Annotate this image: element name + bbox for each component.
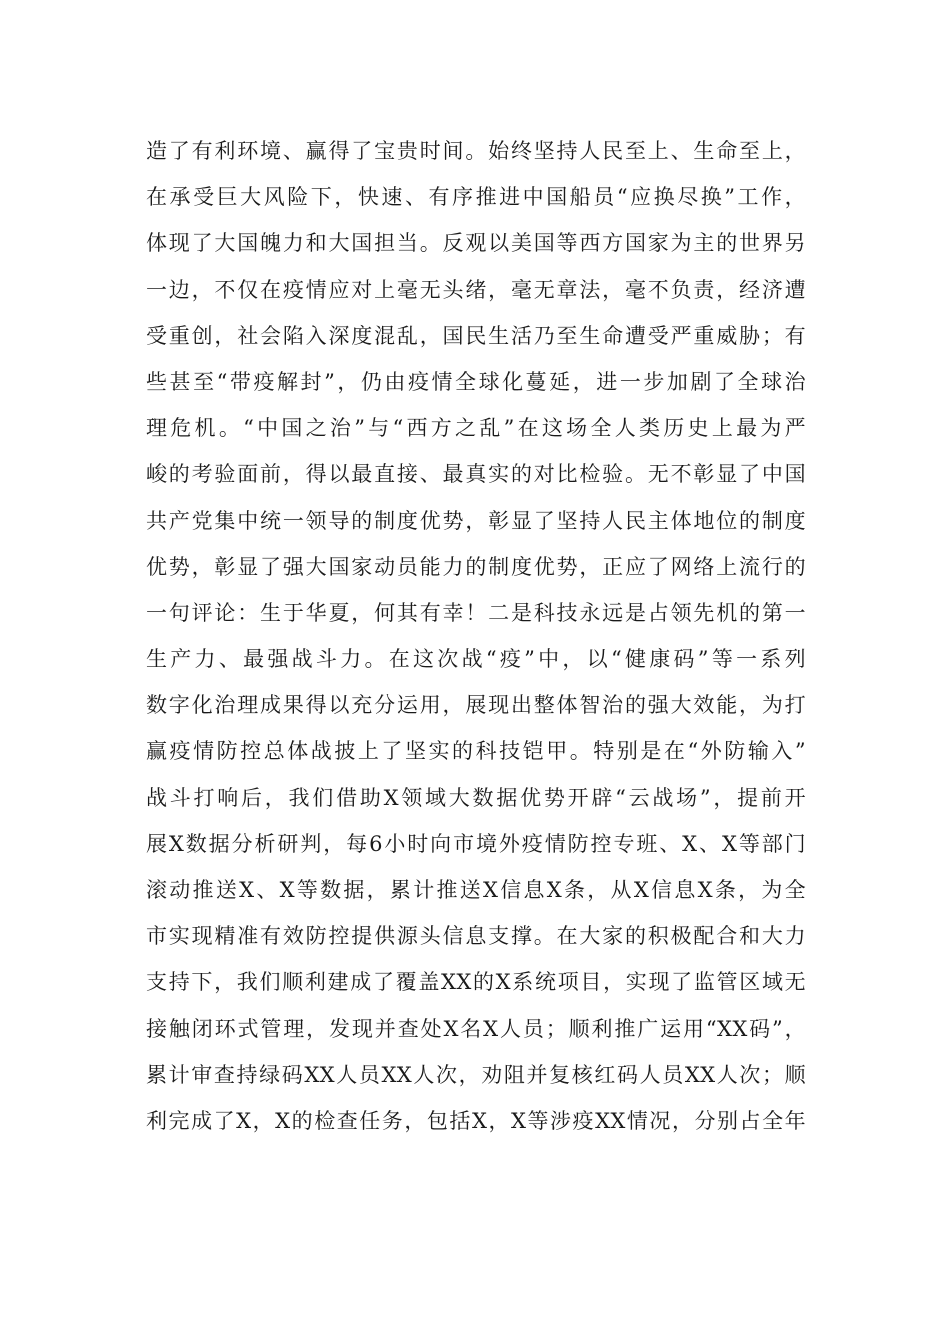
text-line: 支持下，我们顺利建成了覆盖XX的X系统项目，实现了监管区域无 xyxy=(146,970,806,995)
text-line: 利完成了X，X的检查任务，包括X，X等涉疫XX情况，分别占全年 xyxy=(146,1108,806,1133)
text-line: 市实现精准有效防控提供源头信息支撑。在大家的积极配合和大力 xyxy=(146,924,806,949)
text-line: 接触闭环式管理，发现并查处X名X人员；顺利推广运用“XX码”， xyxy=(146,1016,806,1041)
text-line: 受重创，社会陷入深度混乱，国民生活乃至生命遭受严重威胁；有 xyxy=(146,323,806,348)
text-line: 共产党集中统一领导的制度优势，彰显了坚持人民主体地位的制度 xyxy=(146,508,806,533)
text-line: 生产力、最强战斗力。在这次战“疫”中，以“健康码”等一系列 xyxy=(146,647,806,672)
text-line: 一句评论：生于华夏，何其有幸！二是科技永远是占领先机的第一 xyxy=(146,600,806,625)
text-line: 数字化治理成果得以充分运用，展现出整体智治的强大效能，为打 xyxy=(146,693,806,718)
text-line: 滚动推送X、X等数据，累计推送X信息X条，从X信息X条，为全 xyxy=(146,878,806,902)
text-line: 战斗打响后，我们借助X领域大数据优势开辟“云战场”，提前开 xyxy=(146,785,806,810)
body-text xyxy=(146,128,806,1144)
text-line: 赢疫情防控总体战披上了坚实的科技铠甲。特别是在“外防输入” xyxy=(146,739,806,764)
text-line: 理危机。“中国之治”与“西方之乱”在这场全人类历史上最为严 xyxy=(146,416,806,441)
text-line: 些甚至“带疫解封”，仍由疫情全球化蔓延，进一步加剧了全球治 xyxy=(146,369,806,394)
text-line: 在承受巨大风险下，快速、有序推进中国船员“应换尽换”工作， xyxy=(146,185,806,210)
text-line: 累计审查持绿码XX人员XX人次，劝阻并复核红码人员XX人次；顺 xyxy=(146,1062,806,1087)
text-line: 一边，不仅在疫情应对上毫无头绪，毫无章法，毫不负责，经济遭 xyxy=(146,277,806,302)
text-line: 优势，彰显了强大国家动员能力的制度优势，正应了网络上流行的 xyxy=(146,554,806,579)
text-line: 展X数据分析研判，每6小时向市境外疫情防控专班、X、X等部门 xyxy=(146,831,806,856)
text-line: 峻的考验面前，得以最直接、最真实的对比检验。无不彰显了中国 xyxy=(146,462,806,487)
text-line: 体现了大国魄力和大国担当。反观以美国等西方国家为主的世界另 xyxy=(146,231,806,256)
text-line: 造了有利环境、赢得了宝贵时间。始终坚持人民至上、生命至上， xyxy=(146,139,806,163)
